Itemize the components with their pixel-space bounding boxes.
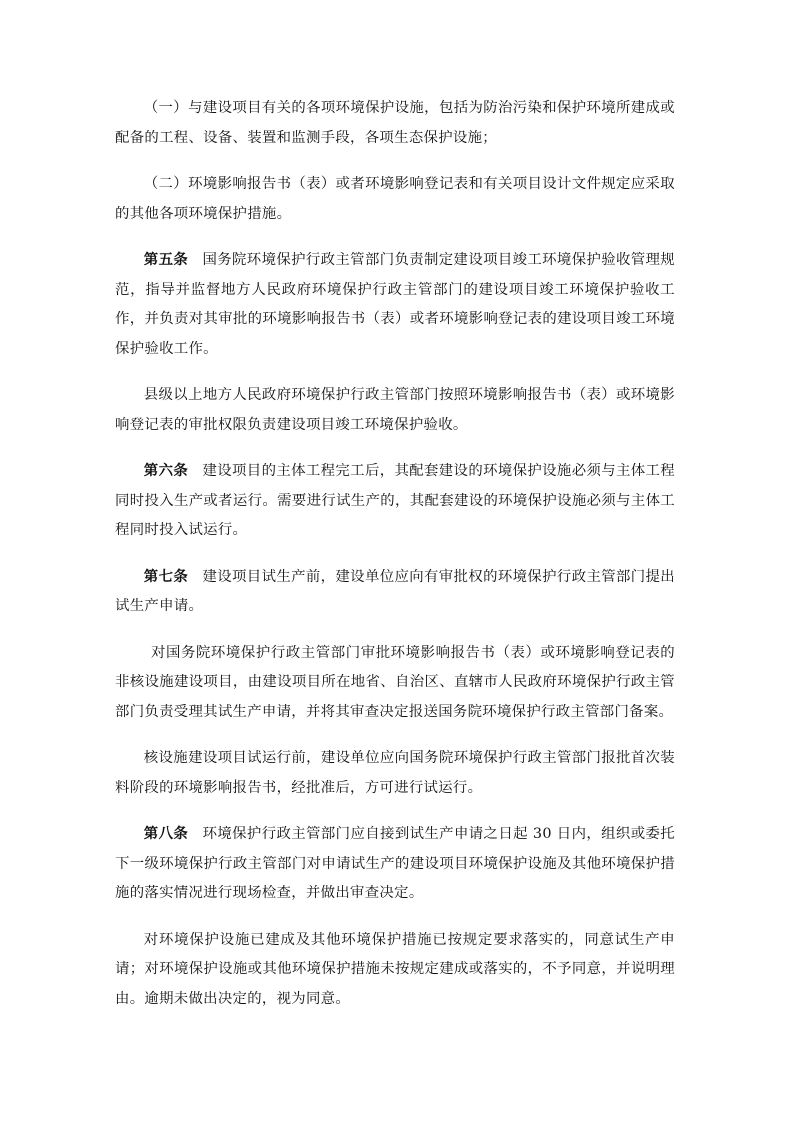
paragraph-text: 建设项目试生产前，建设单位应向有审批权的环境保护行政主管部门提出试生产申请。 xyxy=(115,568,675,614)
article-6-paragraph xyxy=(115,457,675,546)
paragraph-text: 核设施建设项目试运行前，建设单位应向国务院环境保护行政主管部门报批首次装料阶段的环境影响报告书，经批准后，方可进行试运行。 xyxy=(115,750,675,796)
article-7-paragraph xyxy=(115,563,675,622)
paragraph-text: （二）环境影响报告书（表）或者环境影响登记表和有关项目设计文件规定应采取的其他各项环境保护措施。 xyxy=(115,176,675,222)
article-5-paragraph-2 xyxy=(115,381,675,440)
paragraph-text: 环境保护行政主管部门应自接到试生产申请之日起 30 日内，组织或委托下一级环境保护行政主管部门对申请试生产的建设项目环境保护设施及其他环境保护措施的落实情况进行现场检查，并做出审查决定。 xyxy=(115,826,675,901)
article-8-paragraph-2 xyxy=(115,926,675,1015)
article-number: 第七条 xyxy=(143,568,189,585)
paragraph-text: 对环境保护设施已建成及其他环境保护措施已按规定要求落实的，同意试生产申请；对环境保护设施或其他环境保护措施未按规定建成或落实的，不予同意，并说明理由。逾期未做出决定的，视为同意。 xyxy=(115,931,675,1007)
article-number: 第五条 xyxy=(143,252,189,268)
article-8-paragraph xyxy=(115,820,675,909)
article-5-paragraph xyxy=(115,246,675,364)
article-7-paragraph-2 xyxy=(115,639,675,728)
paragraph-text: 建设项目的主体工程完工后，其配套建设的环境保护设施必须与主体工程同时投入生产或者运行。需要进行试生产的，其配套建设的环境保护设施必须与主体工程同时投入试运行。 xyxy=(115,463,675,538)
paragraph-text: 县级以上地方人民政府环境保护行政主管部门按照环境影响报告书（表）或环境影响登记表的审批权限负责建设项目竣工环境保护验收。 xyxy=(115,387,675,433)
paragraph-item-2 xyxy=(115,170,675,229)
article-number: 第六条 xyxy=(143,463,189,479)
document-page xyxy=(115,94,675,1031)
article-number: 第八条 xyxy=(143,826,189,842)
paragraph-text: （一）与建设项目有关的各项环境保护设施，包括为防治污染和保护环境所建成或配备的工程、设备、装置和监测手段，各项生态保护设施； xyxy=(115,100,675,146)
article-7-paragraph-3 xyxy=(115,744,675,803)
paragraph-text: 对国务院环境保护行政主管部门审批环境影响报告书（表）或环境影响登记表的非核设施建设项目，由建设项目所在地省、自治区、直辖市人民政府环境保护行政主管部门负责受理其试生产申请，并将其审查决定报送国务院环境保护行政主管部门备案。 xyxy=(115,644,675,720)
paragraph-text: 国务院环境保护行政主管部门负责制定建设项目竣工环境保护验收管理规范，指导并监督地方人民政府环境保护行政主管部门的建设项目竣工环境保护验收工作，并负责对其审批的环境影响报告书（表）或者环境影响登记表的建设项目竣工环境保护验收工作。 xyxy=(115,252,675,357)
paragraph-item-1 xyxy=(115,94,675,153)
